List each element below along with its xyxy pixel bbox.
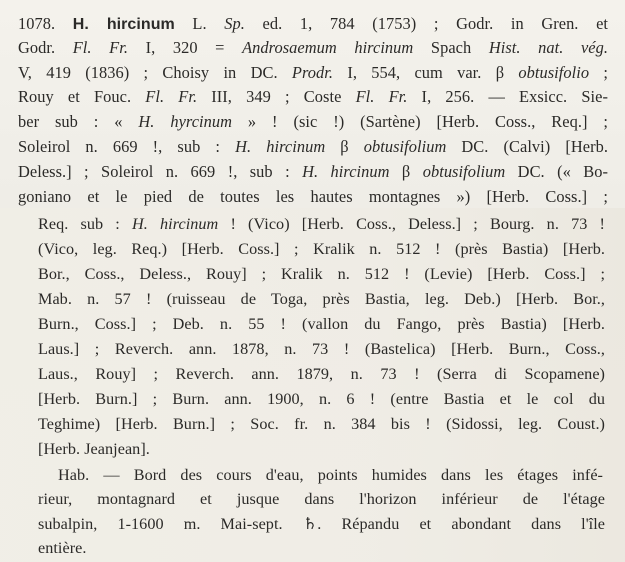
line-3-variety: obtusifolio xyxy=(518,63,590,82)
entry-line-8 xyxy=(18,189,608,205)
line-6-taxon-2: obtusifolium xyxy=(363,137,447,156)
line-17-text: Teghime) [Herb. Burn.] ; Soc. fr. n. 384 bis ! (Sidossi, leg. Coust.) xyxy=(38,415,605,433)
line-6-taxon-1: H. hircinum xyxy=(235,137,326,156)
line-2-part-1: Godr. xyxy=(18,38,73,57)
line-7-part-1: Deless.] ; Soleirol n. 669 !, sub : xyxy=(18,162,303,181)
entry-line-2 xyxy=(18,40,608,56)
entry-number: 1078. xyxy=(18,14,73,33)
publication-abbrev: Sp. xyxy=(224,14,245,33)
line-4-publication-1: Fl. Fr. xyxy=(145,87,198,106)
habitat-line-2-text: rieur, montagnard et jusque dans l'horizon inférieur de l'étage xyxy=(38,490,605,508)
line-3-publication: Prodr. xyxy=(291,63,334,82)
habitat-line-1 xyxy=(58,467,603,483)
line-12-text: Mab. n. 57 ! (ruisseau de Toga, près Bastia, leg. Deb.) [Herb. Bor., xyxy=(38,290,605,308)
line-4-publication-2: Fl. Fr. xyxy=(355,87,408,106)
line-9-part-1: Req. sub : xyxy=(38,215,133,233)
entry-line-6 xyxy=(18,139,608,155)
line-11-text: Bor., Coss., Deless., Rouy] ; Kralik n. 512 ! (Levie) [Herb. Coss.] ; xyxy=(38,265,605,283)
entry-line-16 xyxy=(38,391,605,407)
line-3-tail: ; xyxy=(589,63,608,82)
entry-line-14 xyxy=(38,341,605,357)
entry-line-17 xyxy=(38,416,605,432)
line-2-publication-2: Hist. nat. vég. xyxy=(488,38,608,57)
entry-line-1 xyxy=(18,16,608,33)
line-1-tail: ed. 1, 784 (1753) ; Godr. in Gren. et xyxy=(244,14,609,33)
line-4-part-2: III, 349 ; Coste xyxy=(197,87,356,106)
line-6-tail: DC. (Calvi) [Herb. xyxy=(446,137,608,156)
line-13-text: Burn., Coss.] ; Deb. n. 55 ! (vallon du Fango, près Bastia) [Herb. xyxy=(38,315,605,333)
habitat-line-1-text: Hab. — Bord des cours d'eau, points humides dans les étages infé- xyxy=(58,466,603,484)
line-5-tail: » ! (sic !) (Sartène) [Herb. Coss., Req.] ; xyxy=(232,112,608,131)
entry-line-18 xyxy=(38,441,605,457)
line-3-part-2: I, 554, cum var. β xyxy=(333,63,519,82)
line-2-part-3: Spach xyxy=(413,38,489,57)
page-scan-overlay xyxy=(0,208,625,562)
habitat-line-4-text: entière. xyxy=(38,539,87,557)
habitat-line-4 xyxy=(38,540,605,556)
line-15-text: Laus., Rouy] ; Reverch. ann. 1879, n. 73 ! (Serra di Scopamene) xyxy=(38,365,605,383)
line-7-taxon-1: H. hircinum xyxy=(302,162,390,181)
line-2-taxon: Androsaemum hircinum xyxy=(242,38,414,57)
entry-line-4 xyxy=(18,89,608,105)
entry-line-10 xyxy=(38,241,605,257)
line-14-text: Laus.] ; Reverch. ann. 1878, n. 73 ! (Bastelica) [Herb. Burn., Coss., xyxy=(38,340,605,358)
line-8-text: goniano et le pied de toutes les hautes montagnes ») [Herb. Coss.] ; xyxy=(18,187,608,206)
entry-line-5 xyxy=(18,114,608,130)
line-7-tail: DC. (« Bo- xyxy=(505,162,608,181)
line-5-taxon: H. hyrcinum xyxy=(138,112,233,131)
line-2-publication-1: Fl. Fr. xyxy=(72,38,128,57)
line-5-part-1: ber sub : « xyxy=(18,112,139,131)
entry-line-7 xyxy=(18,164,608,180)
line-18-text: [Herb. Jeanjean]. xyxy=(38,440,150,458)
entry-line-3 xyxy=(18,65,608,81)
species-heading: H. hircinum xyxy=(72,16,175,33)
line-6-part-1: Soleirol n. 669 !, sub : xyxy=(18,137,236,156)
entry-line-13 xyxy=(38,316,605,332)
entry-line-12 xyxy=(38,291,605,307)
line-6-part-2: β xyxy=(325,137,364,156)
author-text: L. xyxy=(174,14,225,33)
line-9-tail: ! (Vico) [Herb. Coss., Deless.] ; Bourg. n. 73 ! xyxy=(218,215,605,233)
line-9-taxon: H. hircinum xyxy=(132,215,219,233)
line-4-tail: I, 256. — Exsicc. Sie- xyxy=(407,87,608,106)
line-10-text: (Vico, leg. Req.) [Herb. Coss.] ; Kralik n. 512 ! (près Bastia) [Herb. xyxy=(38,240,605,258)
habitat-line-3 xyxy=(38,516,605,532)
line-16-text: [Herb. Burn.] ; Burn. ann. 1900, n. 6 ! (entre Bastia et le col du xyxy=(38,390,605,408)
entry-line-15 xyxy=(38,366,605,382)
line-3-part-1: V, 419 (1836) ; Choisy in DC. xyxy=(18,63,292,82)
entry-line-11 xyxy=(38,266,605,282)
line-7-taxon-2: obtusifolium xyxy=(422,162,506,181)
line-2-part-2: I, 320 = xyxy=(127,38,243,57)
habitat-line-2 xyxy=(38,491,605,507)
line-4-part-1: Rouy et Fouc. xyxy=(18,87,146,106)
entry-line-9 xyxy=(38,216,605,232)
habitat-line-3-text: subalpin, 1-1600 m. Mai-sept. ♄. Répandu et abondant dans l'île xyxy=(38,515,605,533)
line-7-part-2: β xyxy=(389,162,423,181)
